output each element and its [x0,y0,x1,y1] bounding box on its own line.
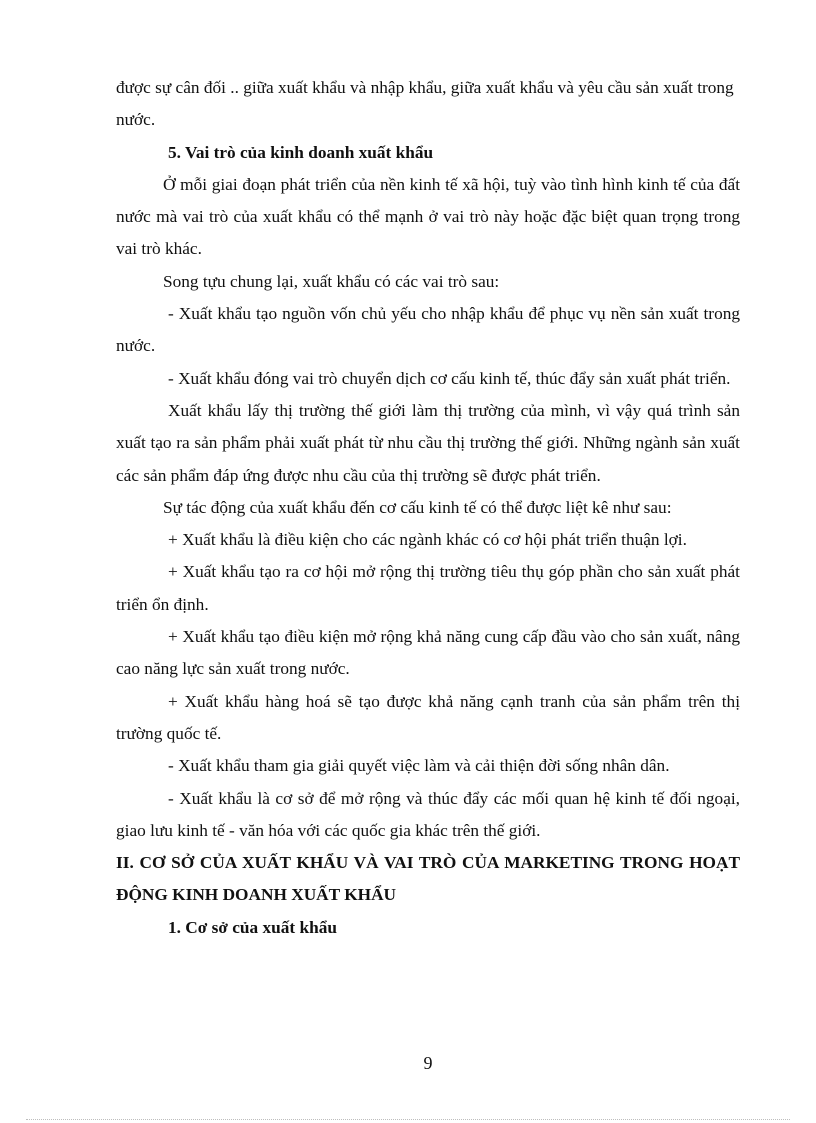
section-heading-5: 5. Vai trò của kinh doanh xuất khẩu [168,142,434,162]
list-item-input-supply: + Xuất khẩu tạo điều kiện mở rộng khả năng cung cấp đầu vào cho sản xuất, nâng cao năng lực sản xuất trong nước. [116,627,740,679]
list-item-restructuring: - Xuất khẩu đóng vai trò chuyển dịch cơ cấu kinh tế, thúc đẩy sản xuất phát triển. [168,368,731,388]
paragraph-roles-summary: Song tựu chung lại, xuất khẩu có các vai trò sau: [163,271,500,291]
list-item-capital: - Xuất khẩu tạo nguồn vốn chủ yếu cho nhập khẩu để phục vụ nền sản xuất trong nước. [116,304,740,356]
paragraph-impact-intro: Sự tác động của xuất khẩu đến cơ cấu kinh tế có thể được liệt kê như sau: [163,497,672,517]
list-item-foreign-relations: - Xuất khẩu là cơ sở để mở rộng và thúc đẩy các mối quan hệ kinh tế đối ngoại, giao lưu kinh tế - văn hóa với các quốc gia khác trên thế giới. [116,788,740,840]
document-page [116,72,740,944]
page-number: 9 [423,1053,433,1073]
list-item-employment: - Xuất khẩu tham gia giải quyết việc làm và cải thiện đời sống nhân dân. [168,756,670,776]
subsection-heading-1: 1. Cơ sở của xuất khẩu [168,917,337,937]
page-bottom-divider [26,1119,790,1120]
paragraph-continuation: được sự cân đối .. giữa xuất khẩu và nhập khẩu, giữa xuất khẩu và yêu cầu sản xuất trong nước. [116,78,734,130]
list-item-competitiveness: + Xuất khẩu hàng hoá sẽ tạo được khả năng cạnh tranh của sản phẩm trên thị trường quốc tế. [116,691,740,743]
list-item-market-expansion: + Xuất khẩu tạo ra cơ hội mở rộng thị trường tiêu thụ góp phần cho sản xuất phát triển ổn định. [116,562,740,614]
list-item-opportunity: + Xuất khẩu là điều kiện cho các ngành khác có cơ hội phát triển thuận lợi. [168,530,687,550]
chapter-heading-ii: II. CƠ SỞ CỦA XUẤT KHẨU VÀ VAI TRÒ CỦA MARKETING TRONG HOẠT ĐỘNG KINH DOANH XUẤT KHẨU [116,853,740,905]
paragraph-roles-intro: Ở mỗi giai đoạn phát triển của nền kinh tế xã hội, tuỳ vào tình hình kinh tế của đất nước mà vai trò của xuất khẩu có thể mạnh ở vai trò này hoặc đặc biệt quan trọng trong vai trò khác. [116,174,740,259]
paragraph-world-market: Xuất khẩu lấy thị trường thế giới làm thị trường của mình, vì vậy quá trình sản xuất tạo ra sản phẩm phải xuất phát từ nhu cầu thị trường thế giới. Những ngành sản xuất các sản phẩm đáp ứng được nhu cầu của thị trường sẽ được phát triển. [116,400,740,485]
